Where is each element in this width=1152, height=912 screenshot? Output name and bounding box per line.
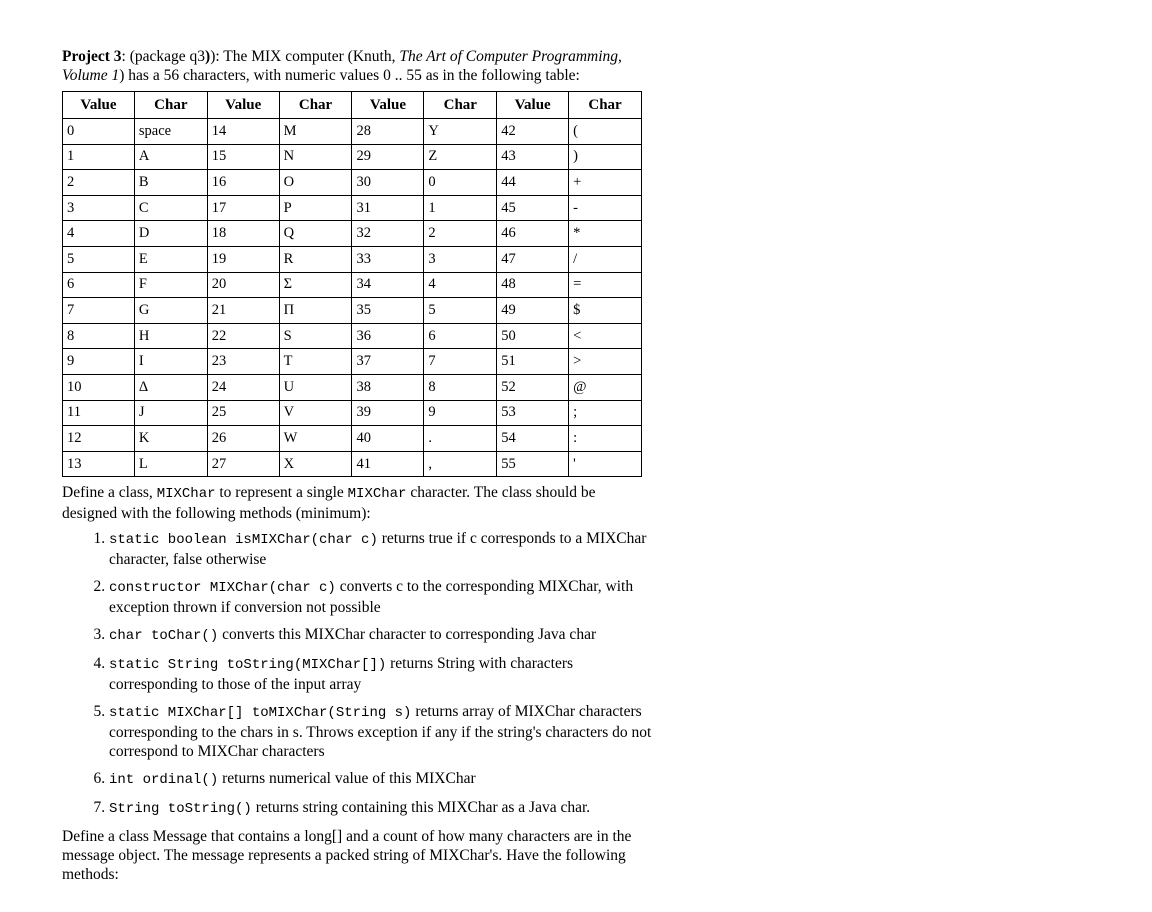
char-cell: 2 [424, 221, 497, 247]
value-cell: 6 [63, 272, 135, 298]
char-cell: Q [279, 221, 352, 247]
char-cell: space [134, 119, 207, 145]
table-body [63, 119, 642, 477]
list-item [109, 769, 652, 790]
char-cell: Π [279, 298, 352, 324]
value-cell: 43 [497, 144, 569, 170]
header-value: Value [207, 92, 279, 119]
char-cell: B [134, 170, 207, 196]
value-cell: 21 [207, 298, 279, 324]
book-title: The Art of Computer Programming, Volume 1 [62, 48, 622, 84]
char-cell: * [569, 221, 642, 247]
value-cell: 15 [207, 144, 279, 170]
value-cell: 33 [352, 246, 424, 272]
header-char: Char [424, 92, 497, 119]
value-cell: 37 [352, 349, 424, 375]
char-cell: O [279, 170, 352, 196]
char-cell: @ [569, 374, 642, 400]
char-cell: + [569, 170, 642, 196]
mix-char-table [62, 91, 642, 477]
method-description: converts this MIXChar character to corresponding Java char [218, 626, 597, 644]
list-item [109, 529, 652, 569]
table-row [63, 349, 642, 375]
value-cell: 54 [497, 426, 569, 452]
value-cell: 3 [63, 195, 135, 221]
char-cell: R [279, 246, 352, 272]
list-item [109, 798, 652, 819]
char-cell: 3 [424, 246, 497, 272]
char-cell: I [134, 349, 207, 375]
char-cell: ; [569, 400, 642, 426]
value-cell: 52 [497, 374, 569, 400]
char-cell: / [569, 246, 642, 272]
table-row [63, 221, 642, 247]
method-description: returns true if c corresponds to a MIXChar character, false otherwise [109, 530, 647, 569]
value-cell: 16 [207, 170, 279, 196]
table-row [63, 298, 642, 324]
value-cell: 41 [352, 451, 424, 477]
value-cell: 49 [497, 298, 569, 324]
project-label: Project 3 [62, 48, 122, 65]
header-char: Char [279, 92, 352, 119]
char-cell: M [279, 119, 352, 145]
mixchar-code: MIXChar [347, 486, 407, 503]
value-cell: 18 [207, 221, 279, 247]
char-cell: ' [569, 451, 642, 477]
value-cell: 26 [207, 426, 279, 452]
list-item [109, 654, 652, 694]
char-cell: H [134, 323, 207, 349]
value-cell: 44 [497, 170, 569, 196]
method-signature: static String toString(MIXChar[]) [109, 657, 387, 674]
table-row [63, 246, 642, 272]
char-cell: E [134, 246, 207, 272]
value-cell: 2 [63, 170, 135, 196]
define-message-paragraph: Define a class Message that contains a long[] and a count of how many characters are in the message object. The message represents a packed string of MIXChar's. Have the following methods: [62, 828, 632, 884]
method-signature: String toString() [109, 801, 252, 818]
value-cell: 23 [207, 349, 279, 375]
table-row [63, 119, 642, 145]
value-cell: 32 [352, 221, 424, 247]
intro-text-3: ) has a 56 characters, with numeric values 0 .. 55 as in the following table: [119, 67, 580, 84]
char-cell: S [279, 323, 352, 349]
value-cell: 35 [352, 298, 424, 324]
value-cell: 5 [63, 246, 135, 272]
char-cell: , [424, 451, 497, 477]
table-row [63, 144, 642, 170]
define-text-2: to represent a single [215, 484, 348, 502]
char-cell: 5 [424, 298, 497, 324]
value-cell: 0 [63, 119, 135, 145]
char-cell: - [569, 195, 642, 221]
char-cell: > [569, 349, 642, 375]
list-item [109, 577, 652, 617]
methods-list [62, 529, 652, 819]
char-cell: 7 [424, 349, 497, 375]
char-cell: V [279, 400, 352, 426]
list-item [109, 625, 652, 646]
value-cell: 47 [497, 246, 569, 272]
value-cell: 12 [63, 426, 135, 452]
value-cell: 53 [497, 400, 569, 426]
value-cell: 25 [207, 400, 279, 426]
value-cell: 48 [497, 272, 569, 298]
char-cell: A [134, 144, 207, 170]
value-cell: 34 [352, 272, 424, 298]
method-description: returns array of MIXChar characters corresponding to the chars in s. Throws exception if any if the string's characters do not correspond to MIXChar characters [109, 703, 652, 761]
header-value: Value [497, 92, 569, 119]
define-mixchar-paragraph [62, 483, 652, 523]
value-cell: 1 [63, 144, 135, 170]
char-cell: 1 [424, 195, 497, 221]
method-signature: int ordinal() [109, 772, 219, 789]
define-text-3: character. The class should be designed with the following methods (minimum): [62, 484, 596, 523]
char-cell: . [424, 426, 497, 452]
char-cell: K [134, 426, 207, 452]
intro-text-2: ): The MIX computer (Knuth, [210, 48, 400, 65]
table-row [63, 400, 642, 426]
char-cell: ( [569, 119, 642, 145]
char-cell: W [279, 426, 352, 452]
value-cell: 14 [207, 119, 279, 145]
char-cell: 6 [424, 323, 497, 349]
table-row [63, 170, 642, 196]
value-cell: 42 [497, 119, 569, 145]
document-page [62, 47, 652, 884]
char-cell: P [279, 195, 352, 221]
value-cell: 39 [352, 400, 424, 426]
value-cell: 9 [63, 349, 135, 375]
value-cell: 20 [207, 272, 279, 298]
value-cell: 11 [63, 400, 135, 426]
intro-paragraph: Project 3: (package q3)): The MIX computer (Knuth, The Art of Computer Programming, Volume 1) has a 56 characters, with numeric values 0 .. 55 as in the following table: [62, 48, 622, 84]
method-description: returns String with characters corresponding to those of the input array [109, 655, 574, 694]
table-row [63, 451, 642, 477]
char-cell: 4 [424, 272, 497, 298]
define-text-1: Define a class, [62, 484, 157, 502]
value-cell: 22 [207, 323, 279, 349]
value-cell: 4 [63, 221, 135, 247]
table-header-row [63, 92, 642, 119]
mixchar-code: MIXChar [156, 486, 216, 503]
method-description: returns numerical value of this MIXChar [218, 770, 476, 788]
char-cell: D [134, 221, 207, 247]
value-cell: 40 [352, 426, 424, 452]
value-cell: 13 [63, 451, 135, 477]
method-description: converts c to the corresponding MIXChar, with exception thrown if conversion not possible [109, 578, 634, 617]
table-row [63, 374, 642, 400]
char-cell: U [279, 374, 352, 400]
list-item [109, 702, 652, 761]
method-signature: char toChar() [109, 628, 219, 645]
value-cell: 7 [63, 298, 135, 324]
char-cell: $ [569, 298, 642, 324]
value-cell: 45 [497, 195, 569, 221]
char-cell: G [134, 298, 207, 324]
char-cell: Z [424, 144, 497, 170]
method-description: returns string containing this MIXChar as a Java char. [251, 799, 591, 817]
char-cell: 8 [424, 374, 497, 400]
value-cell: 50 [497, 323, 569, 349]
char-cell: J [134, 400, 207, 426]
value-cell: 19 [207, 246, 279, 272]
char-cell: N [279, 144, 352, 170]
header-char: Char [569, 92, 642, 119]
method-signature: static MIXChar[] toMIXChar(String s) [109, 705, 412, 722]
table-row [63, 323, 642, 349]
method-signature: constructor MIXChar(char c) [109, 580, 336, 597]
char-cell: Y [424, 119, 497, 145]
char-cell: 9 [424, 400, 497, 426]
char-cell: ) [569, 144, 642, 170]
value-cell: 51 [497, 349, 569, 375]
value-cell: 46 [497, 221, 569, 247]
value-cell: 29 [352, 144, 424, 170]
char-cell: F [134, 272, 207, 298]
value-cell: 27 [207, 451, 279, 477]
char-cell: Δ [134, 374, 207, 400]
value-cell: 36 [352, 323, 424, 349]
char-cell: C [134, 195, 207, 221]
method-signature: static boolean isMIXChar(char c) [109, 532, 378, 549]
char-cell: 0 [424, 170, 497, 196]
table-row [63, 195, 642, 221]
value-cell: 17 [207, 195, 279, 221]
header-char: Char [134, 92, 207, 119]
value-cell: 31 [352, 195, 424, 221]
table-row [63, 272, 642, 298]
char-cell: L [134, 451, 207, 477]
header-value: Value [63, 92, 135, 119]
char-cell: < [569, 323, 642, 349]
char-cell: Σ [279, 272, 352, 298]
value-cell: 24 [207, 374, 279, 400]
value-cell: 55 [497, 451, 569, 477]
table-row [63, 426, 642, 452]
char-cell: = [569, 272, 642, 298]
char-cell: : [569, 426, 642, 452]
value-cell: 38 [352, 374, 424, 400]
header-value: Value [352, 92, 424, 119]
char-cell: X [279, 451, 352, 477]
char-cell: T [279, 349, 352, 375]
intro-text-1: : (package q3 [121, 48, 206, 65]
value-cell: 28 [352, 119, 424, 145]
value-cell: 8 [63, 323, 135, 349]
value-cell: 10 [63, 374, 135, 400]
value-cell: 30 [352, 170, 424, 196]
